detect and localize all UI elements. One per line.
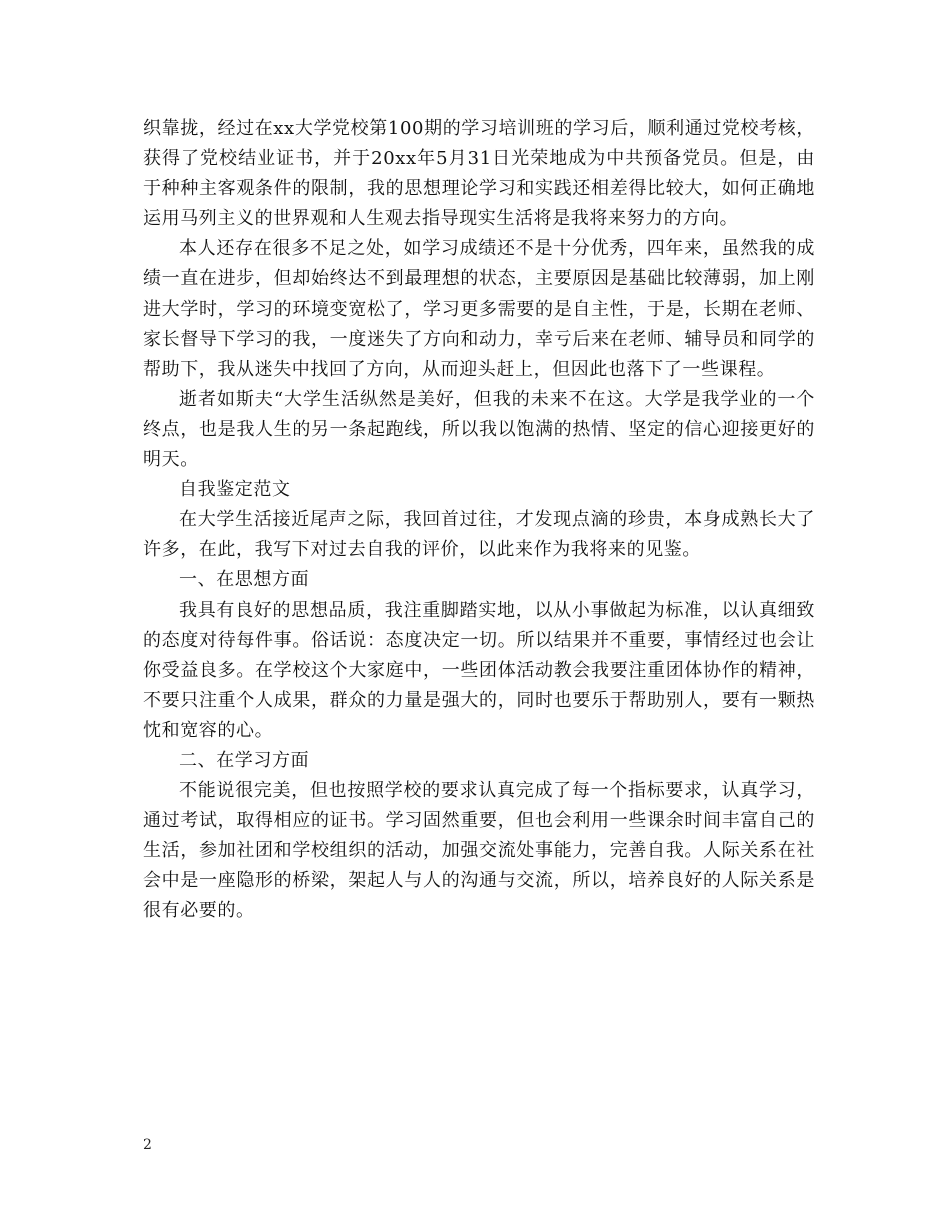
- section-heading-study: 二、在学习方面: [179, 749, 310, 771]
- paragraph-intro: 在大学生活接近尾声之际，我回首过往，才发现点滴的珍贵，本身成熟长大了许多，在此，我写下对过去自我的评价，以此来作为我将来的见鉴。: [143, 509, 815, 561]
- paragraph-future: 逝者如斯夫“大学生活纵然是美好，但我的未来不在这。大学是我学业的一个终点，也是我人生的另一条起跑线，所以我以饱满的热情、坚定的信心迎接更好的明天。: [143, 388, 815, 471]
- section-heading-thought: 一、在思想方面: [179, 569, 310, 591]
- paragraph-study: 不能说很完美，但也按照学校的要求认真完成了每一个指标要求，认真学习，通过考试，取得相应的证书。学习固然重要，但也会利用一些课余时间丰富自己的生活，参加社团和学校组织的活动，加强交流处事能力，完善自我。人际关系在社会中是一座隐形的桥梁，架起人与人的沟通与交流，所以，培养良好的人际关系是很有必要的。: [143, 780, 815, 922]
- paragraph-shortcomings: 本人还存在很多不足之处，如学习成绩还不是十分优秀，四年来，虽然我的成绩一直在进步，但却始终达不到最理想的状态，主要原因是基础比较薄弱，加上刚进大学时，学习的环境变宽松了，学习更多需要的是自主性，于是，长期在老师、家长督导下学习的我，一度迷失了方向和动力，幸亏后来在老师、辅导员和同学的帮助下，我从迷失中找回了方向，从而迎头赶上，但因此也落下了一些课程。: [143, 238, 815, 380]
- section-heading-sample: 自我鉴定范文: [179, 479, 291, 501]
- page-number: 2: [143, 1137, 152, 1153]
- paragraph-continuation: 织靠拢，经过在xx大学党校第100期的学习培训班的学习后，顺利通过党校考核，获得了党校结业证书，并于20xx年5月31日光荣地成为中共预备党员。但是，由于种种主客观条件的限制，我的思想理论学习和实践还相差得比较大，如何正确地运用马列主义的世界观和人生观去指导现实生活将是我将来努力的方向。: [143, 118, 815, 230]
- paragraph-thought: 我具有良好的思想品质，我注重脚踏实地，以从小事做起为标准，以认真细致的态度对待每件事。俗话说：态度决定一切。所以结果并不重要，事情经过也会让你受益良多。在学校这个大家庭中，一些团体活动教会我要注重团体协作的精神，不要只注重个人成果，群众的力量是强大的，同时也要乐于帮助别人，要有一颗热忱和宽容的心。: [143, 599, 815, 741]
- document-body: [143, 114, 815, 927]
